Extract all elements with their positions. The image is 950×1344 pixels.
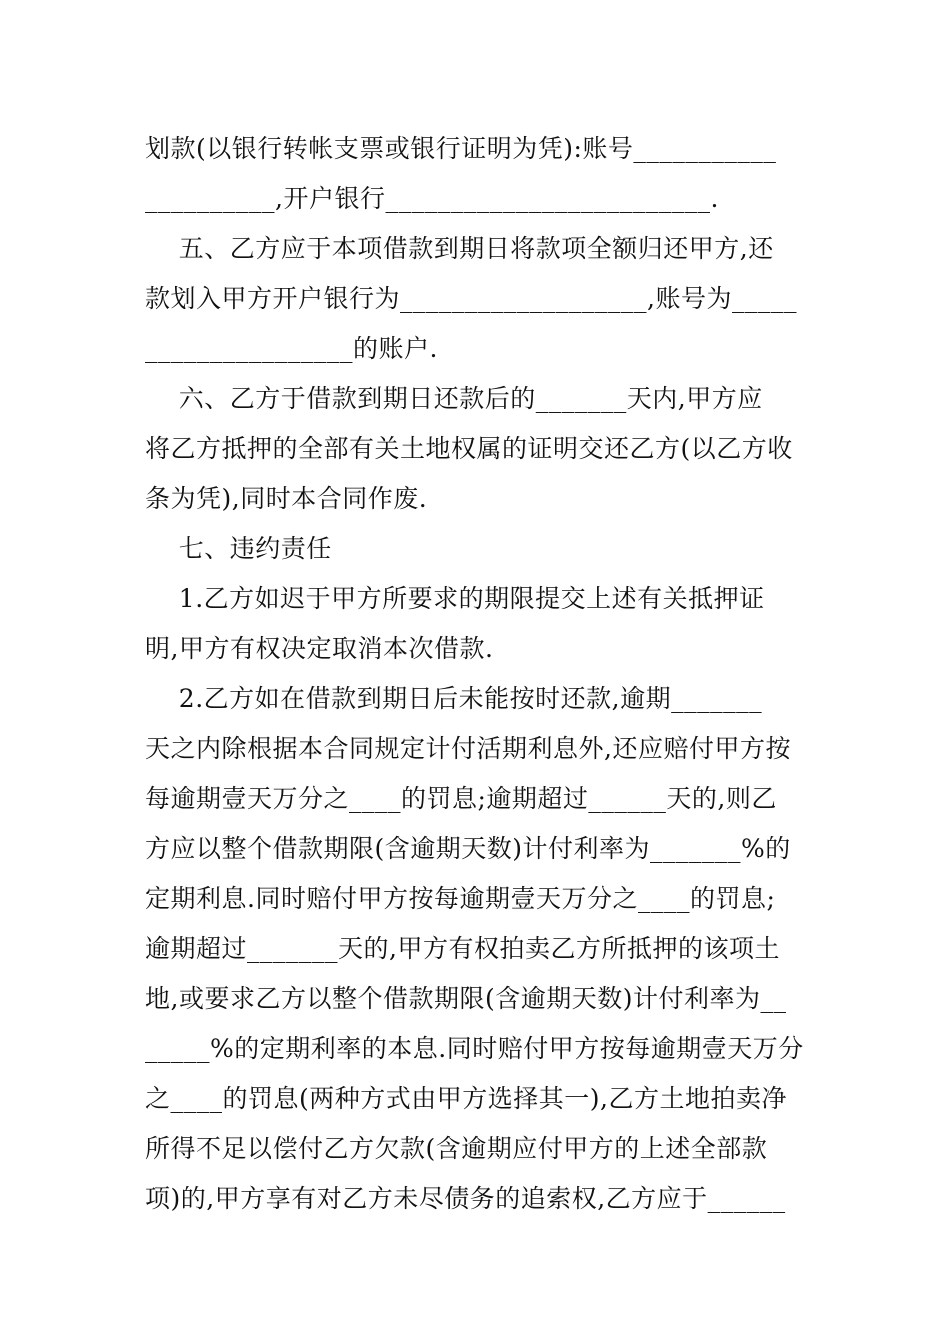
- text-line: 项)的,甲方享有对乙方未尽债务的追索权,乙方应于______: [145, 1184, 786, 1213]
- text-line: 明,甲方有权决定取消本次借款.: [145, 634, 494, 663]
- text-line: 将乙方抵押的全部有关土地权属的证明交还乙方(以乙方收: [145, 434, 793, 463]
- text-line: 2.乙方如在借款到期日后未能按时还款,逾期_______: [145, 684, 763, 713]
- text-line: 五、乙方应于本项借款到期日将款项全额归还甲方,还: [145, 234, 774, 263]
- text-line: 六、乙方于借款到期日还款后的_______天内,甲方应: [145, 384, 763, 413]
- text-line: 所得不足以偿付乙方欠款(含逾期应付甲方的上述全部款: [145, 1134, 768, 1163]
- text-line: __________,开户银行_________________________.: [145, 184, 719, 213]
- text-line: _____%的定期利率的本息.同时赔付甲方按每逾期壹天万分: [145, 1034, 804, 1063]
- section-heading: 七、违约责任: [145, 534, 332, 563]
- text-line: 款划入甲方开户银行为___________________,账号为_____: [145, 284, 797, 313]
- text-line: 之____的罚息(两种方式由甲方选择其一),乙方土地拍卖净: [145, 1084, 787, 1113]
- text-line: 划款(以银行转帐支票或银行证明为凭):账号___________: [145, 134, 777, 163]
- text-line: 定期利息.同时赔付甲方按每逾期壹天万分之____的罚息;: [145, 884, 776, 913]
- text-line: 1.乙方如迟于甲方所要求的期限提交上述有关抵押证: [145, 584, 765, 613]
- text-line: 方应以整个借款期限(含逾期天数)计付利率为_______%的: [145, 834, 791, 863]
- text-line: ________________的账户.: [145, 334, 438, 363]
- text-line: 天之内除根据本合同规定计付活期利息外,还应赔付甲方按: [145, 734, 791, 763]
- text-line: 条为凭),同时本合同作废.: [145, 484, 428, 513]
- text-line: 地,或要求乙方以整个借款期限(含逾期天数)计付利率为__: [145, 984, 787, 1013]
- text-line: 每逾期壹天万分之____的罚息;逾期超过______天的,则乙: [145, 784, 777, 813]
- text-line: 逾期超过_______天的,甲方有权拍卖乙方所抵押的该项土: [145, 934, 780, 963]
